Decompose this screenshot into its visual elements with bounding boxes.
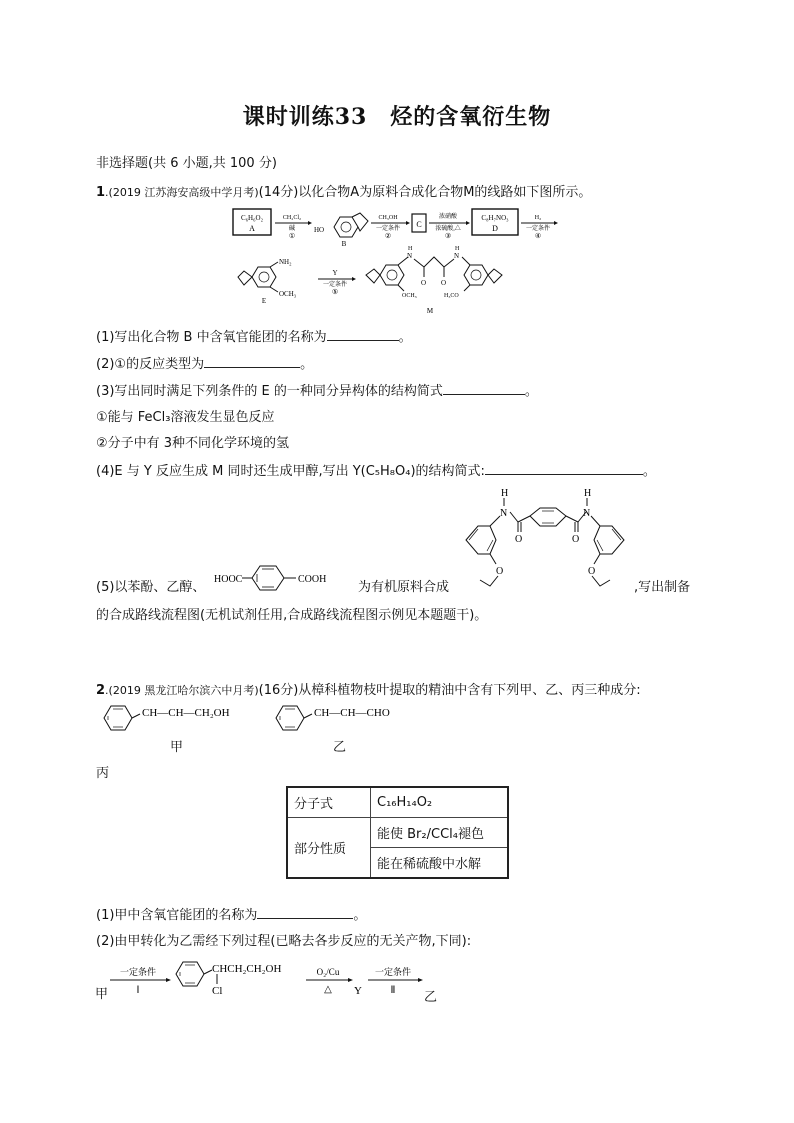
- q1-number: 1: [96, 185, 106, 200]
- q2-part1-text: (1)甲中含氧官能团的名称为: [96, 908, 258, 923]
- q1-source: .(2019 江苏海安高级中学月考): [105, 186, 259, 199]
- step1-bottom: 碱: [288, 226, 296, 232]
- m-h3co: H₃CO: [444, 293, 459, 299]
- q1-intro: [96, 181, 591, 200]
- e-label: E: [261, 297, 267, 305]
- step3-bottom: 浓硫酸,△: [435, 226, 461, 232]
- e-och3: OCH₃: [279, 290, 297, 298]
- jia-chain: CH—CH—CH₂OH: [142, 707, 230, 719]
- q1-part4: [96, 460, 656, 479]
- target-h-right: H: [584, 488, 592, 499]
- route-s3-top: 一定条件: [374, 967, 412, 977]
- q2-transformation-route: [108, 956, 448, 1006]
- q1-part3-end: 。: [524, 384, 538, 399]
- step2-bottom: 一定条件: [375, 226, 401, 232]
- q1-part3-text: (3)写出同时满足下列条件的 E 的一种同分异构体的结构简式: [96, 384, 443, 399]
- box-d-formula: C₈H₇NO₃: [481, 214, 509, 222]
- q2-part2: (2)由甲转化为乙需经下列过程(已略去各步反应的无关产物,下同):: [96, 934, 472, 949]
- box-a-label: A: [249, 224, 255, 233]
- target-h-left: H: [501, 488, 509, 499]
- q2-part1: [96, 904, 366, 923]
- table-val-prop2: 能在稀硫酸中水解: [371, 848, 509, 879]
- m-n-left: N: [407, 252, 413, 260]
- step4-num: ④: [534, 232, 542, 240]
- box-d-label: D: [492, 224, 498, 233]
- route-s2-top: O₂/Cu: [316, 967, 340, 977]
- route-s1-top: 一定条件: [119, 967, 157, 977]
- m-h-right: H: [455, 246, 460, 252]
- step3-top: 浓硝酸: [438, 214, 458, 220]
- p5-cooh: COOH: [298, 574, 327, 585]
- table-val-formula: C₁₆H₁₄O₂: [371, 787, 509, 818]
- box-a-formula: C₆H₆O₂: [240, 214, 264, 222]
- q1-part2: [96, 353, 313, 372]
- p5-hooc: HOOC: [214, 574, 243, 585]
- table-key-properties: 部分性质: [287, 818, 371, 879]
- q1-synthesis-scheme: [230, 205, 590, 325]
- b-benzene: [334, 217, 358, 237]
- m-n-right: N: [454, 252, 460, 260]
- q1-part5-end: ,写出制备: [634, 580, 691, 595]
- q1-condition-2: ②分子中有 3种不同化学环境的氢: [96, 436, 290, 451]
- target-o-right: O: [588, 566, 596, 577]
- q1-part5-line2: 的合成路线流程图(无机试剂任用,合成路线流程图示例见本题题干)。: [96, 608, 488, 623]
- q1-part2-answer-blank[interactable]: [204, 353, 300, 368]
- q1-part3-answer-blank[interactable]: [443, 380, 525, 395]
- route-end: 乙: [424, 990, 438, 1005]
- q1-part1: [96, 326, 412, 345]
- q1-score-intro: (14分)以化合物A为原料合成化合物M的线路如下图所示。: [258, 185, 592, 200]
- m-structure: [366, 246, 502, 315]
- m-o-left: O: [421, 279, 427, 287]
- q2-intro: [96, 679, 641, 698]
- b-label: B: [341, 240, 347, 248]
- step4-bottom: 一定条件: [525, 226, 551, 232]
- step5-num: ⑤: [331, 288, 339, 296]
- step1-num: ①: [288, 232, 296, 240]
- target-o-c2: O: [572, 534, 580, 545]
- q1-part4-end: 。: [642, 464, 656, 479]
- q1-part5-start: (5)以苯酚、乙醇、: [96, 580, 206, 595]
- q1-part2-text: (2)①的反应类型为: [96, 357, 205, 372]
- q1-part1-text: (1)写出化合物 B 中含氧官能团的名称为: [96, 330, 327, 345]
- q1-part1-end: 。: [398, 330, 412, 345]
- target-n-right: N: [583, 508, 591, 519]
- route-inter-chain: CHCH₂CH₂OH: [212, 963, 282, 975]
- terephthalic-acid-structure: [212, 560, 358, 596]
- step4-top: H₂: [534, 215, 542, 221]
- target-o-left: O: [496, 566, 504, 577]
- q1-part3: [96, 380, 538, 399]
- jia-label: 甲: [170, 740, 184, 755]
- q1-part2-end: 。: [300, 357, 314, 372]
- b-ho: HO: [314, 226, 325, 234]
- table-val-prop1: 能使 Br₂/CCl₄褪色: [371, 818, 509, 848]
- target-diamide-structure: [460, 482, 638, 594]
- route-y: Y: [354, 985, 362, 997]
- m-o-right: O: [441, 279, 447, 287]
- route-start: 甲: [95, 987, 109, 1002]
- section-header: 非选择题(共 6 小题,共 100 分): [96, 156, 277, 171]
- q1-part1-answer-blank[interactable]: [327, 326, 399, 341]
- step2-num: ②: [384, 232, 392, 240]
- step1-top: CH₂Cl₂: [282, 215, 302, 221]
- q2-part1-end: 。: [353, 908, 367, 923]
- bing-property-table: [286, 786, 509, 879]
- target-n-left: N: [500, 508, 508, 519]
- q1-condition-1: ①能与 FeCl₃溶液发生显色反应: [96, 410, 275, 425]
- route-s1-bottom: Ⅰ: [136, 985, 140, 996]
- q2-source: .(2019 黑龙江哈尔滨六中月考): [105, 684, 259, 697]
- step5-bottom: 一定条件: [322, 282, 348, 288]
- route-s3-bottom: Ⅱ: [390, 985, 396, 996]
- e-nh2: NH₂: [279, 258, 292, 266]
- yi-chain: CH—CH—CHO: [314, 707, 390, 719]
- step2-top: CH₃OH: [378, 215, 398, 221]
- q2-intro-text: (16分)从樟科植物枝叶提取的精油中含有下列甲、乙、丙三种成分:: [258, 683, 641, 698]
- target-o-c1: O: [515, 534, 523, 545]
- yi-label: 乙: [333, 740, 347, 755]
- step3-num: ③: [444, 232, 452, 240]
- route-s2-bottom: △: [324, 984, 332, 995]
- table-key-formula: 分子式: [287, 787, 371, 818]
- step5-top: Y: [332, 269, 338, 277]
- m-label: M: [426, 307, 434, 315]
- e-benzene: [252, 267, 276, 287]
- box-c-label: C: [416, 220, 422, 229]
- q1-part4-answer-blank[interactable]: [485, 460, 643, 475]
- q2-part1-answer-blank[interactable]: [257, 904, 353, 919]
- bing-label: 丙: [96, 766, 110, 781]
- q1-part4-text: (4)E 与 Y 反应生成 M 同时还生成甲醇,写出 Y(C₅H₈O₄)的结构简式:: [96, 464, 485, 479]
- route-inter-cl: Cl: [212, 985, 223, 997]
- m-h-left: H: [408, 246, 413, 252]
- jia-structure: [100, 698, 260, 738]
- m-och3: OCH₃: [402, 293, 417, 299]
- page-title: 课时训练33 烃的含氧衍生物: [242, 104, 552, 130]
- q1-part5-mid: 为有机原料合成: [358, 580, 450, 595]
- yi-structure: [272, 698, 422, 738]
- q2-number: 2: [96, 683, 106, 698]
